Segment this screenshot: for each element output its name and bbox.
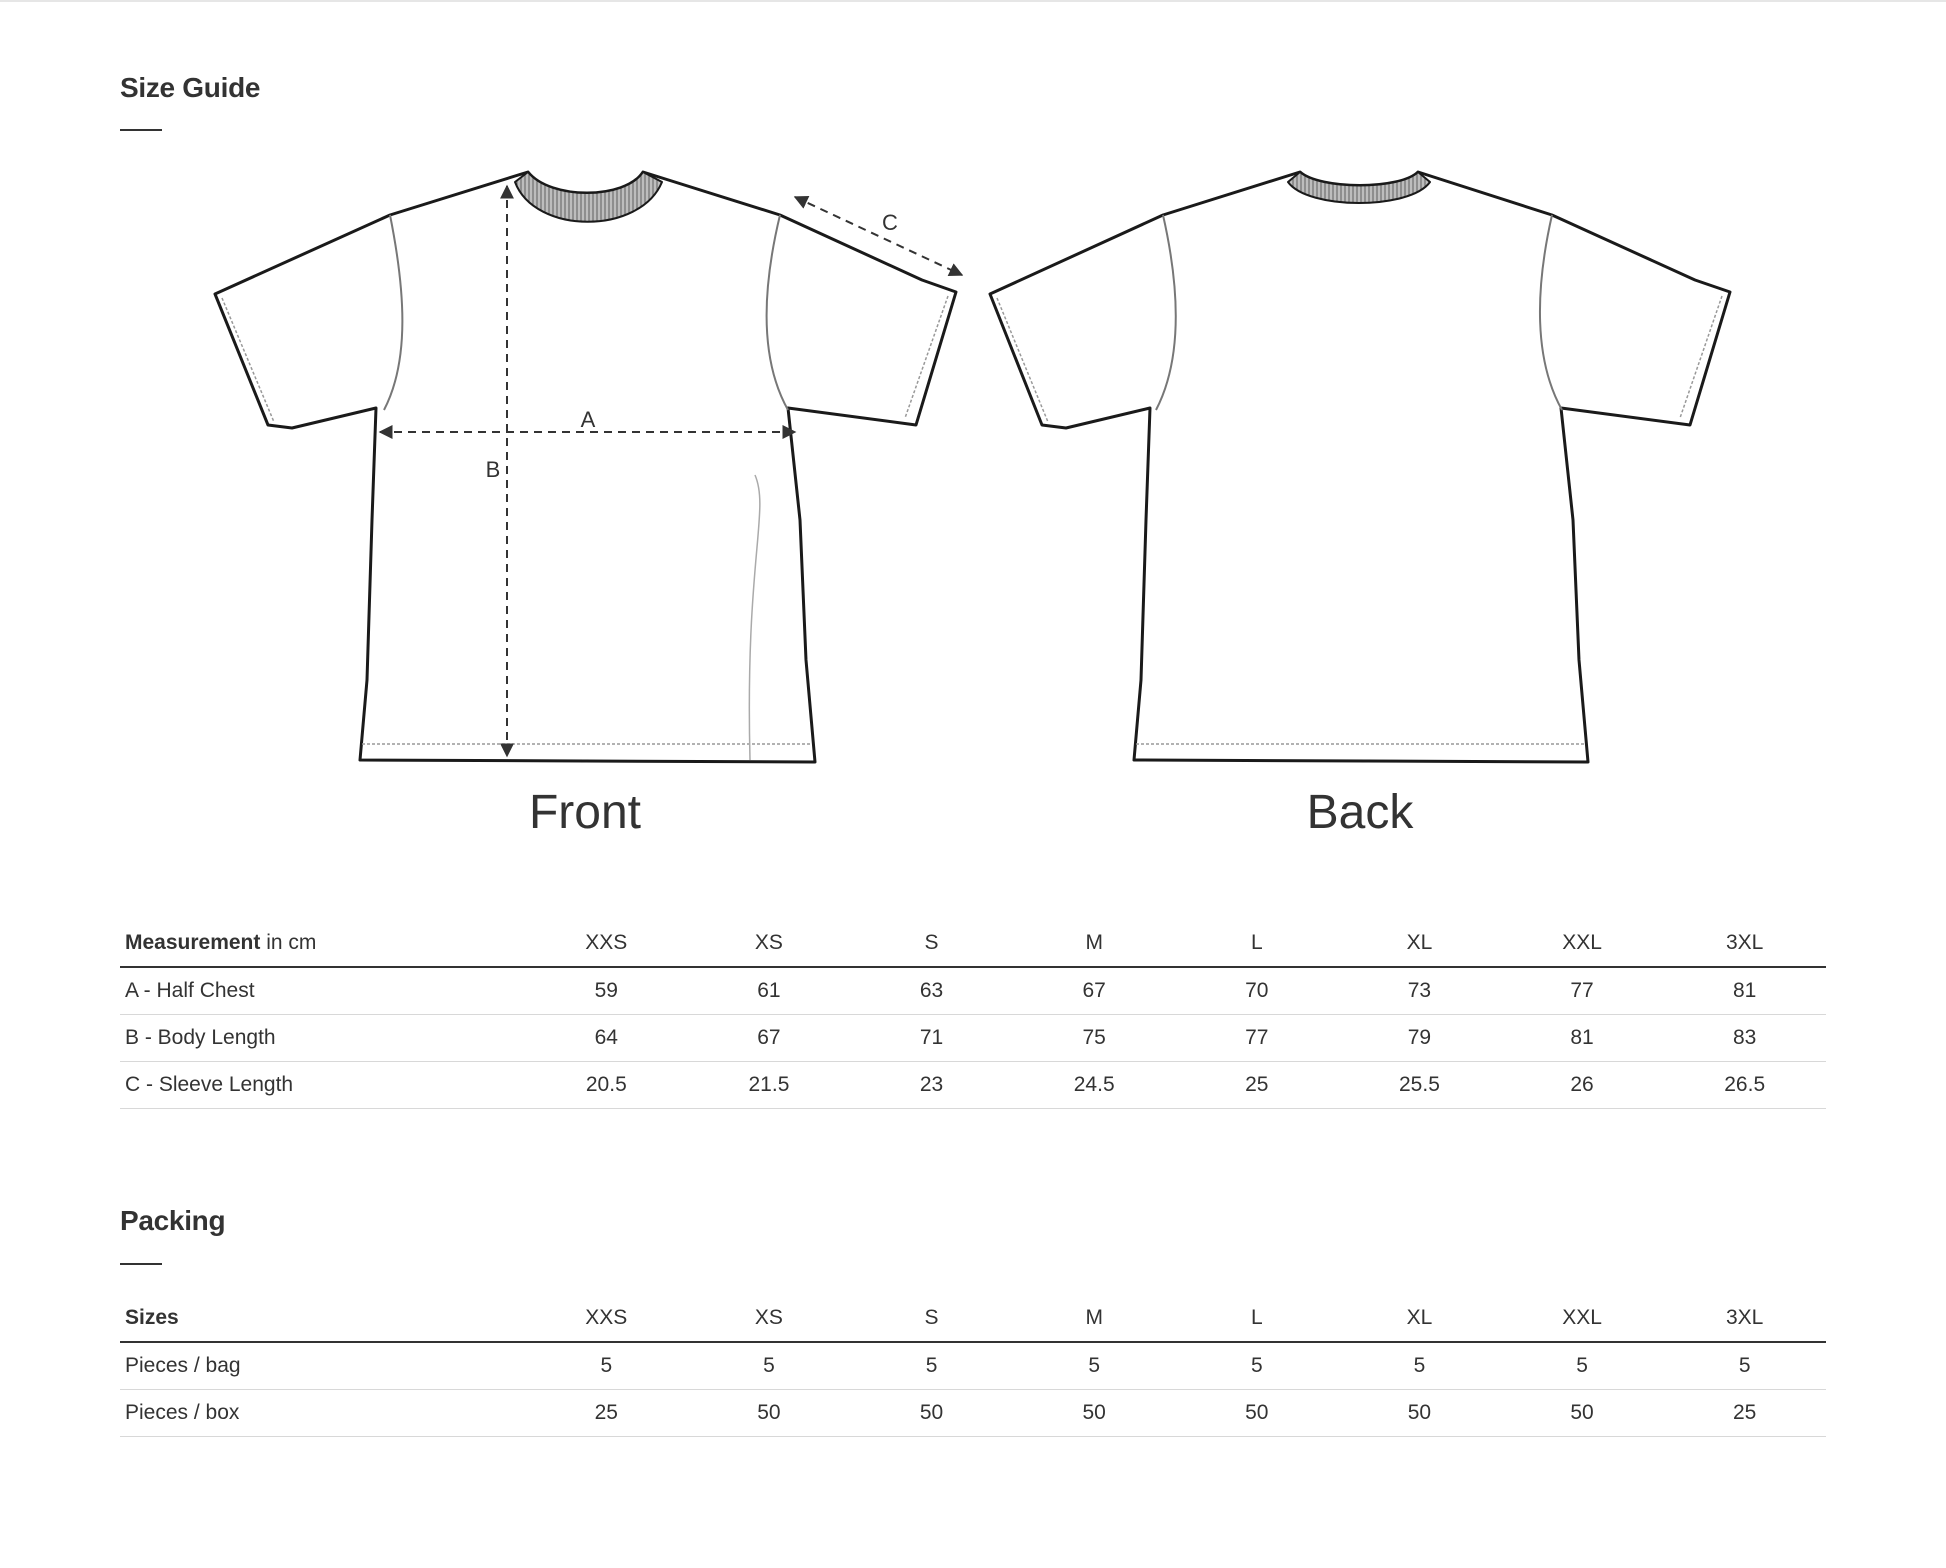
size-header: XS — [688, 1295, 851, 1342]
cell-value: 77 — [1501, 967, 1664, 1015]
table-row — [120, 1062, 1826, 1109]
cell-value: 5 — [1176, 1342, 1339, 1390]
front-view-label: Front — [528, 786, 642, 839]
row-label: Pieces / bag — [120, 1342, 525, 1390]
cell-value: 59 — [525, 967, 688, 1015]
packing-table — [120, 1295, 1826, 1437]
cell-value: 67 — [1013, 967, 1176, 1015]
packing-header-row — [120, 1295, 1826, 1342]
cell-value: 71 — [850, 1015, 1013, 1062]
cell-value: 5 — [1501, 1342, 1664, 1390]
table-row — [120, 967, 1826, 1015]
table-row — [120, 1390, 1826, 1437]
cell-value: 5 — [1013, 1342, 1176, 1390]
cell-value: 50 — [1176, 1390, 1339, 1437]
sizes-header: Sizes — [120, 1295, 525, 1342]
size-header: 3XL — [1663, 920, 1826, 967]
size-header: XXL — [1501, 1295, 1664, 1342]
cell-value: 79 — [1338, 1015, 1501, 1062]
cell-value: 25.5 — [1338, 1062, 1501, 1109]
size-header: S — [850, 920, 1013, 967]
cell-value: 73 — [1338, 967, 1501, 1015]
cell-value: 77 — [1176, 1015, 1339, 1062]
cell-value: 5 — [850, 1342, 1013, 1390]
size-header: 3XL — [1663, 1295, 1826, 1342]
cell-value: 50 — [1501, 1390, 1664, 1437]
size-header: M — [1013, 1295, 1176, 1342]
cell-value: 5 — [1338, 1342, 1501, 1390]
cell-value: 5 — [525, 1342, 688, 1390]
table-row — [120, 1015, 1826, 1062]
cell-value: 70 — [1176, 967, 1339, 1015]
size-header: L — [1176, 920, 1339, 967]
back-tshirt — [990, 172, 1730, 762]
cell-value: 81 — [1501, 1015, 1664, 1062]
cell-value: 26 — [1501, 1062, 1664, 1109]
cell-value: 23 — [850, 1062, 1013, 1109]
measurement-header — [120, 920, 525, 967]
cell-value: 21.5 — [688, 1062, 851, 1109]
cell-value: 81 — [1663, 967, 1826, 1015]
cell-value: 26.5 — [1663, 1062, 1826, 1109]
measurement-header-bold: Measurement — [125, 931, 261, 954]
measurement-header-unit: in cm — [260, 931, 317, 954]
packing-title: Packing — [120, 1205, 226, 1236]
cell-value: 20.5 — [525, 1062, 688, 1109]
row-label: Pieces / box — [120, 1390, 525, 1437]
cell-value: 64 — [525, 1015, 688, 1062]
size-guide-header-row — [120, 920, 1826, 967]
back-view-label: Back — [1306, 786, 1414, 839]
size-header: M — [1013, 920, 1176, 967]
size-header: XXS — [525, 1295, 688, 1342]
row-label: A - Half Chest — [120, 967, 525, 1015]
size-guide-table — [120, 920, 1826, 1109]
label-b: B — [485, 457, 501, 482]
cell-value: 50 — [1013, 1390, 1176, 1437]
row-label: C - Sleeve Length — [120, 1062, 525, 1109]
cell-value: 5 — [1663, 1342, 1826, 1390]
cell-value: 25 — [1663, 1390, 1826, 1437]
table-row — [120, 1342, 1826, 1390]
packing-underline — [120, 1263, 162, 1265]
label-c: C — [882, 210, 898, 235]
cell-value: 83 — [1663, 1015, 1826, 1062]
cell-value: 67 — [688, 1015, 851, 1062]
size-header: XL — [1338, 1295, 1501, 1342]
size-header: XXS — [525, 920, 688, 967]
row-label: B - Body Length — [120, 1015, 525, 1062]
size-header: L — [1176, 1295, 1339, 1342]
cell-value: 50 — [850, 1390, 1013, 1437]
cell-value: 24.5 — [1013, 1062, 1176, 1109]
cell-value: 75 — [1013, 1015, 1176, 1062]
cell-value: 63 — [850, 967, 1013, 1015]
cell-value: 61 — [688, 967, 851, 1015]
size-header: S — [850, 1295, 1013, 1342]
front-tshirt — [215, 172, 956, 762]
cell-value: 5 — [688, 1342, 851, 1390]
cell-value: 25 — [1176, 1062, 1339, 1109]
size-header: XS — [688, 920, 851, 967]
cell-value: 25 — [525, 1390, 688, 1437]
cell-value: 50 — [688, 1390, 851, 1437]
size-header: XXL — [1501, 920, 1664, 967]
size-guide-title: Size Guide — [120, 72, 261, 103]
size-header: XL — [1338, 920, 1501, 967]
cell-value: 50 — [1338, 1390, 1501, 1437]
label-a: A — [580, 407, 596, 432]
